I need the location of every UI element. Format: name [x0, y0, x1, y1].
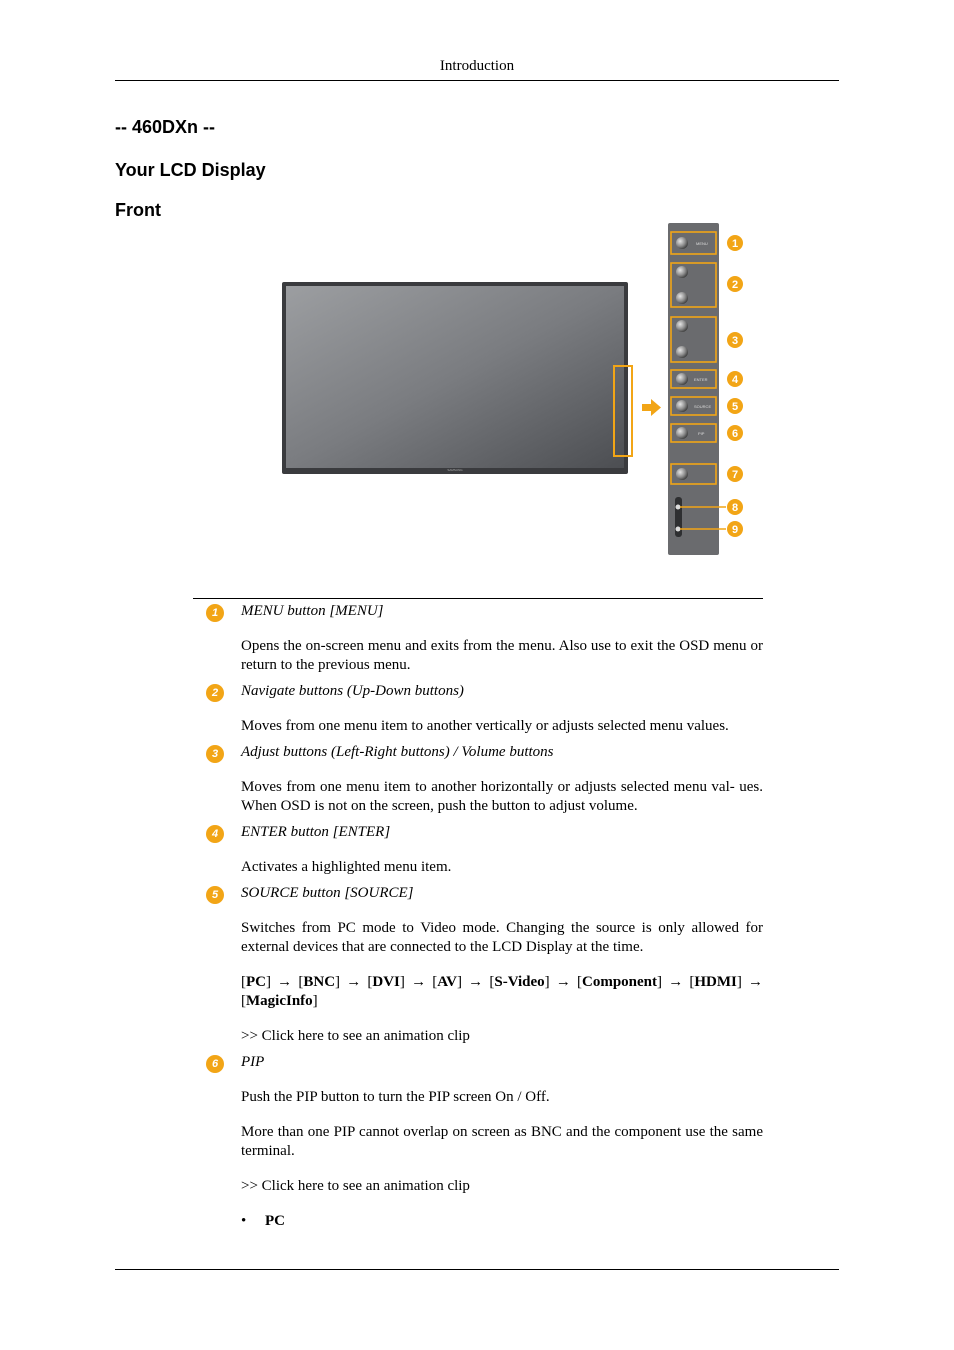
number-badge-icon: 4 [206, 825, 224, 843]
panel-label-source: SOURCE [694, 404, 712, 409]
number-badge-icon: 2 [206, 684, 224, 702]
item-title: 2 Navigate buttons (Up-Down buttons) [193, 682, 763, 701]
svg-text:8: 8 [731, 502, 739, 514]
number-badge-icon: 6 [206, 1055, 224, 1073]
list-item [193, 823, 763, 877]
svg-text:4: 4 [731, 374, 739, 386]
item-title: 3 Adjust buttons (Left-Right buttons) / Volume buttons [193, 743, 763, 762]
item-title: 1 MENU button [MENU] [193, 602, 763, 621]
callout-8 [727, 499, 743, 515]
monitor-shape [282, 282, 628, 474]
item-description: Activates a highlighted menu item. [241, 859, 452, 875]
callout-3 [727, 332, 743, 348]
callout-2 [727, 276, 743, 292]
front-panel-figure [270, 220, 760, 572]
callout-6 [727, 425, 743, 441]
svg-text:6: 6 [731, 428, 739, 440]
item-description: Push the PIP button to turn the PIP screen On / Off. [241, 1089, 550, 1105]
item-description: Opens the on-screen menu and exits from the menu. Also use to exit the OSD menu or return to the previous menu. [241, 638, 763, 673]
monitor-brand-text: SAMSUNG [447, 468, 463, 472]
callout-1 [727, 235, 743, 251]
list-item [193, 884, 763, 1046]
item-title: 5 SOURCE button [SOURCE] [193, 884, 763, 903]
zoom-arrow [642, 399, 661, 416]
running-header: Introduction [439, 58, 515, 74]
button-description-list [193, 602, 763, 1238]
svg-text:1: 1 [731, 238, 739, 250]
footer-divider [115, 1269, 839, 1270]
section-heading: Your LCD Display [115, 160, 266, 180]
panel-label-menu: MENU [696, 241, 708, 246]
callout-9 [727, 521, 743, 537]
front-panel-illustration [270, 220, 760, 572]
callout-5 [727, 398, 743, 414]
number-badge-icon: 3 [206, 745, 224, 763]
header-divider [115, 80, 839, 81]
panel-label-enter: ENTER [694, 377, 708, 382]
source-sequence: [PC] → [BNC] → [DVI] → [AV] → [S-Video] → [Component] → [HDMI] → [MagicInfo] [241, 974, 764, 1009]
item-title: 4 ENTER button [ENTER] [193, 823, 763, 842]
number-badge-icon: 1 [206, 604, 224, 622]
content-divider [193, 598, 763, 599]
model-heading: -- 460DXn -- [115, 117, 216, 137]
item-description: More than one PIP cannot overlap on screen as BNC and the component use the same terminal. [241, 1124, 763, 1159]
svg-text:2: 2 [731, 279, 739, 291]
panel-label-pip: PIP [698, 431, 705, 436]
svg-text:7: 7 [731, 469, 739, 481]
svg-text:5: 5 [731, 401, 739, 413]
list-item [193, 602, 763, 675]
item-title: 6 PIP [193, 1053, 763, 1072]
subsection-heading: Front [115, 200, 161, 220]
svg-text:3: 3 [731, 335, 739, 347]
callout-7 [727, 466, 743, 482]
bullet-item: • PC [241, 1213, 285, 1229]
list-item [193, 743, 763, 816]
item-description: Moves from one menu item to another horizontally or adjusts selected menu val- ues. When OSD is not on the screen, push the button to adjust volume. [241, 779, 763, 814]
svg-text:9: 9 [731, 524, 739, 536]
list-item [193, 682, 763, 736]
animation-clip-link[interactable]: >> Click here to see an animation clip [241, 1028, 470, 1044]
animation-clip-link[interactable]: >> Click here to see an animation clip [241, 1178, 470, 1194]
item-description: Switches from PC mode to Video mode. Changing the source is only allowed for external devices that are connected to the LCD Display at the time. [241, 920, 763, 955]
callout-4 [727, 371, 743, 387]
item-description: Moves from one menu item to another vertically or adjusts selected menu values. [241, 718, 729, 734]
list-item [193, 1053, 763, 1231]
number-badge-icon: 5 [206, 886, 224, 904]
